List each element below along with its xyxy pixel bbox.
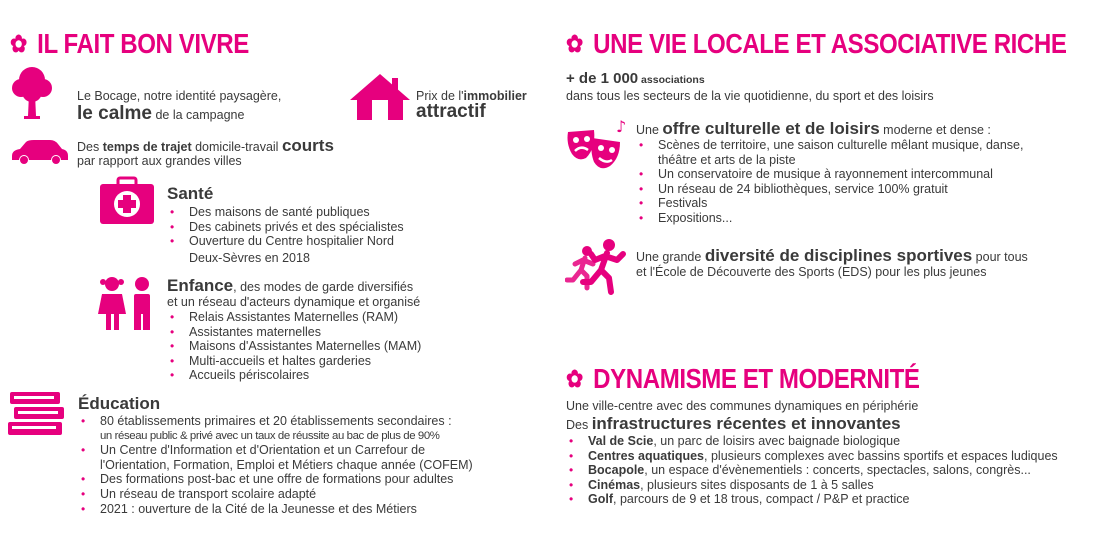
list-item: • Expositions... bbox=[636, 211, 1023, 226]
bocage-line1: Le Bocage, notre identité paysagère, bbox=[77, 89, 282, 103]
trajet-line2: par rapport aux grandes villes bbox=[77, 154, 242, 168]
education-heading: Éducation bbox=[78, 394, 161, 413]
list-item: • Scènes de territoire, une saison culturelle mêlant musique, danse, théâtre et arts de la piste bbox=[636, 138, 1023, 167]
list-item: • Cinémas, plusieurs sites disposants de 1 à 5 salles bbox=[566, 478, 1058, 493]
bocage-line2: le calme de la campagne bbox=[77, 103, 245, 124]
svg-text:♪: ♪ bbox=[616, 118, 627, 136]
list-item: • Festivals bbox=[636, 196, 1023, 211]
dyn-line2: Des infrastructures récentes et innovantes bbox=[566, 414, 901, 433]
runners-icon bbox=[565, 238, 629, 296]
gear-icon: ✿ bbox=[566, 30, 583, 58]
sante-item-continuation: Deux-Sèvres en 2018 bbox=[189, 251, 310, 265]
children-icon bbox=[96, 276, 158, 332]
list-item: • Un Centre d'Information et d'Orientation et un Carrefour de l'Orientation, Formation, Emploi et Métiers chaque année (COFEM) bbox=[78, 443, 508, 472]
infrastructures-list bbox=[566, 434, 1058, 507]
list-item: • Relais Assistantes Maternelles (RAM) bbox=[167, 310, 421, 325]
list-item: • Un réseau de transport scolaire adapté bbox=[78, 487, 508, 502]
gear-icon: ✿ bbox=[10, 30, 27, 58]
medical-kit-icon bbox=[98, 176, 156, 226]
list-item: • Val de Scie, un parc de loisirs avec baignade biologique bbox=[566, 434, 1058, 449]
trajet-line1: Des temps de trajet domicile-travail courts bbox=[77, 136, 334, 155]
sante-list bbox=[167, 205, 404, 249]
sport-line1: Une grande diversité de disciplines sportives pour tous bbox=[636, 246, 1028, 265]
gear-icon: ✿ bbox=[566, 365, 583, 393]
immobilier-big: attractif bbox=[416, 101, 486, 122]
list-item: • Des maisons de santé publiques bbox=[167, 205, 404, 220]
list-item: • Un réseau de 24 bibliothèques, service 100% gratuit bbox=[636, 182, 1023, 197]
section-title-vie-locale: ✿ UNE VIE LOCALE ET ASSOCIATIVE RICHE bbox=[566, 28, 1067, 59]
section-title-dynamisme: ✿ DYNAMISME ET MODERNITÉ bbox=[566, 363, 920, 394]
sport-line2: et l'École de Découverte des Sports (EDS) pour les plus jeunes bbox=[636, 265, 987, 279]
list-item: • Des cabinets privés et des spécialistes bbox=[167, 220, 404, 235]
books-icon bbox=[6, 390, 68, 438]
culture-line1: Une offre culturelle et de loisirs moderne et dense : bbox=[636, 119, 991, 138]
immobilier-line1: Prix de l'immobilier bbox=[416, 89, 527, 103]
enfance-line2: et un réseau d'acteurs dynamique et organisé bbox=[167, 295, 421, 309]
assoc-line1: + de 1 000 associations bbox=[566, 70, 705, 87]
dyn-line1: Une ville-centre avec des communes dynamiques en périphérie bbox=[566, 399, 919, 413]
enfance-line1: Enfance, des modes de garde diversifiés bbox=[167, 276, 414, 295]
list-item: • 80 établissements primaires et 20 établissements secondaires : un réseau public & privé avec un taux de réussite au bac de plus de 90% bbox=[78, 414, 508, 443]
list-item: • Assistantes maternelles bbox=[167, 325, 421, 340]
car-icon bbox=[8, 138, 70, 166]
list-item: • Multi-accueils et haltes garderies bbox=[167, 354, 421, 369]
enfance-list bbox=[167, 310, 421, 383]
culture-list bbox=[636, 138, 1023, 226]
house-icon bbox=[348, 72, 412, 122]
theatre-masks-icon bbox=[564, 118, 632, 180]
education-list bbox=[78, 414, 508, 516]
list-item: • Maisons d'Assistantes Maternelles (MAM) bbox=[167, 339, 421, 354]
list-item: • Bocapole, un espace d'évènementiels : concerts, spectacles, salons, congrès... bbox=[566, 463, 1058, 478]
list-item: • Centres aquatiques, plusieurs complexes avec bassins sportifs et espaces ludiques bbox=[566, 449, 1058, 464]
section-title-il-fait-bon-vivre: ✿ IL FAIT BON VIVRE bbox=[10, 28, 249, 59]
list-item: • Ouverture du Centre hospitalier Nord bbox=[167, 234, 404, 249]
list-item: • Accueils périscolaires bbox=[167, 368, 421, 383]
sante-heading: Santé bbox=[167, 184, 214, 203]
list-item: • Un conservatoire de musique à rayonnement intercommunal bbox=[636, 167, 1023, 182]
list-item: • Golf, parcours de 9 et 18 trous, compact / P&P et practice bbox=[566, 492, 1058, 507]
tree-icon bbox=[12, 64, 52, 120]
list-item: • Des formations post-bac et une offre de formations pour adultes bbox=[78, 472, 508, 487]
assoc-line2: dans tous les secteurs de la vie quotidienne, du sport et des loisirs bbox=[566, 89, 934, 103]
list-item: • 2021 : ouverture de la Cité de la Jeunesse et des Métiers bbox=[78, 502, 508, 517]
